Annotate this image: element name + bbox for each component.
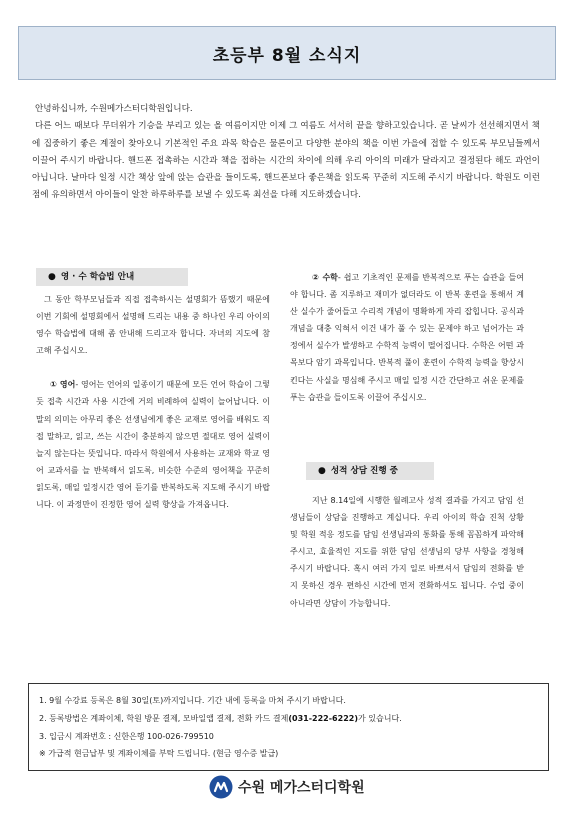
right-column [290,269,524,406]
academy-name: 수원 메가스터디학원 [238,780,365,796]
section-heading-consultation [306,462,434,480]
megastudy-logo-icon [209,775,233,799]
notice-line-4: ※ 가급적 현금납부 및 계좌이체를 부탁 드립니다. (현금 영수증 발급) [39,749,279,759]
bullet-icon: ● [318,466,326,476]
intro-section [32,101,540,205]
english-label: ① 영어 [50,380,76,390]
math-guide [290,269,524,406]
title-banner [18,26,556,80]
english-text: - 영어는 언어의 일종이기 때문에 모든 언어 학습이 그렇듯 접촉 시간과 사용 시간에 거의 비례하여 실력이 늘어납니다. 이 말의 의미는 아무리 좋은 선생님에게 좋은 교재로 영어를 배워도 직접 말하고, 읽고, 쓰는 시간이 충분하지 않으면 절대로 영어 실력이 늘지 않는다는 뜻입니다. 따라서 학원에서 사용하는 교재와 학교 영어 교과서를 늘 반복해서 읽도록, 비슷한 수준의 영어책을 꾸준히 읽도록, 매일 일정시간 영어 듣기를 반복하도록 지도해 주시기 바랍니다. 이 과정만이 진정한 영어 실력 향상을 가져옵니다. [36,380,271,510]
footer-logo [209,774,365,800]
consultation-text-block [290,492,524,612]
section-heading-label: 영 · 수 학습법 안내 [60,272,135,282]
page-title: 초등부 8월 소식지 [212,45,362,66]
notice-line-1: 1. 9월 수강료 등록은 8월 30일(토)까지입니다. 기간 내에 등록을 마쳐 주시기 바랍니다. [39,696,346,705]
notice-line-2: 2. 등록방법은 계좌이체, 학원 방문 결제, 모바일앱 결제, 전화 카드 결제(031-222-6222)가 있습니다. [39,713,402,723]
english-guide [36,376,270,513]
consultation-text: 지난 8.14일에 시행한 월례고사 성적 결과를 가지고 담임 선생님들이 상담을 진행하고 계십니다. 우리 아이의 학습 진척 상황 및 학원 적응 정도를 담임 선생님과의 통화를 통해 꼼꼼하게 파악해 주시고, 효율적인 지도를 위한 담임 선생님의 당부 사항을 경청해 주시기 바랍니다. 혹시 여러 가지 일로 바쁘셔서 담임의 전화를 받지 못하신 경우 편하신 시간에 먼저 전화하셔도 됩니다. 수업 중이 아니라면 상담이 가능합니다. [290,496,524,608]
left-column [36,291,270,513]
intro-greeting: 안녕하십니까, 수원메가스터디학원입니다. [35,104,193,114]
section-heading-study-guide [36,268,188,286]
math-label: ② 수학 [312,273,338,282]
section-heading-label: 성적 상담 진행 중 [330,466,398,476]
study-guide-lead: 그 동안 학부모님들과 직접 접촉하시는 설명회가 뜸했기 때문에 이번 기회에 설명회에서 설명해 드리는 내용 중 하나인 우리 아이의 영수 학습법에 대해 좀 안내해 드리고자 합니다. 자녀의 지도에 참고해 주십시오. [36,295,270,356]
bullet-icon: ● [48,272,56,282]
notice-line-3: 3. 입금시 계좌번호 : 신한은행 100-026-799510 [39,731,214,741]
math-text: - 쉽고 기초적인 문제를 반복적으로 푸는 습관을 들여야 합니다. 좀 지루하고 재미가 없더라도 이 반복 훈련을 통해서 계산 실수가 줄어들고 수리적 개념이 명확하게 자리 잡힙니다. 공식과 개념을 대충 익혀서 이건 내가 풀 수 있는 문제야 하고 넘어가는 과정에서 실수가 발생하고 수학적 능력이 떨어집니다. 수학은 어떤 과목보다 암기 과목입니다. 반복적 풀이 훈련이 수학적 능력을 향상시킨다는 사실을 명심해 주시고 매일 일정 시간 간단하고 쉬운 문제를 푸는 습관을 들이도록 이끌어 주십시오. [290,273,524,402]
notice-box [28,683,549,771]
intro-paragraph: 다른 어느 때보다 무더위가 기승을 부리고 있는 올 여름이지만 이제 그 여름도 서서히 끝을 향하고있습니다. 곧 날씨가 선선해지면서 책에 집중하기 좋은 계절이 찾아오니 기본적인 주요 과목 학습은 물론이고 다양한 분야의 책을 이번 가을에 접할 수 있도록 부모님들께서 이끌어 주시기 바랍니다. 핸드폰 접촉하는 시간과 책을 접하는 시간의 차이에 의해 우리 아이의 미래가 달라지고 결정된다 해도 과언이 아닙니다. 날마다 일정 시간 책상 앞에 앉는 습관을 들이도록, 핸드폰보다 좋은책을 읽도록 꾸준히 지도해 주시기 바랍니다. 학원도 이런 점에 유의하면서 아이들이 알찬 하루하루를 보낼 수 있도록 최선을 다해 지도하겠습니다. [32,121,540,201]
phone-number: (031-222-6222) [288,713,358,723]
